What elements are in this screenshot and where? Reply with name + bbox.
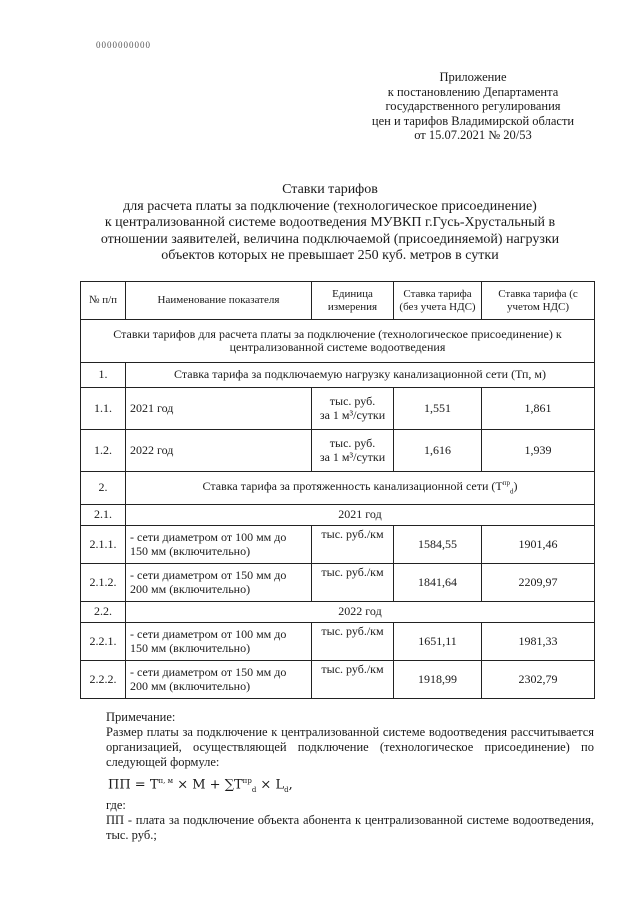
title-line: для расчета платы за подключение (технологическое присоединение) [123,198,537,214]
table-row [81,388,595,430]
row-unit: тыс. руб./км [312,526,394,564]
group-label-text: Ставка тарифа за протяженность канализационной сети (Т [202,479,503,494]
row-num: 1. [81,363,126,388]
table-row [81,602,595,623]
rate-no-vat: 1,616 [394,430,482,472]
year-label: 2021 год [126,505,595,526]
rate-no-vat: 1584,55 [394,526,482,564]
rate-with-vat: 1,861 [482,388,595,430]
document-title [70,182,590,265]
table-row [81,623,595,661]
year-label: 2022 год [126,602,595,623]
table-row [81,472,595,505]
table-row [81,363,595,388]
appendix-date-line: от 15.07.2021 № 20/53 [414,128,532,142]
scan-stamp: 0000000000 [96,40,151,50]
symbol-superscript: пр [502,479,510,488]
title-line: отношении заявителей, величина подключаемой (присоединяемой) нагрузки [100,231,560,247]
row-name: 2022 год [126,430,312,472]
row-group-label [126,472,595,505]
title-line: объектов которых не превышает 250 куб. метров в сутки [161,248,499,263]
symbol-subscript: d [509,487,514,496]
row-group-label: Ставка тарифа за подключаемую нагрузку канализационной сети (Тп, м) [126,363,595,388]
rate-with-vat: 2302,79 [482,661,595,699]
note-title: Примечание: [106,710,176,724]
table-row [81,564,595,602]
rate-with-vat: 1,939 [482,430,595,472]
unit-line: за 1 м³/сутки [319,407,386,422]
row-num: 2.2.2. [81,661,126,699]
row-name: - сети диаметром от 100 мм до 150 мм (включительно) [126,526,312,564]
note-block [80,710,594,843]
col-header-unit: Единица измерения [312,282,394,320]
note-text: Размер платы за подключение к централизованной системе водоотведения рассчитывается организацией, осуществляющей подключение (технологическое присоединение) по следующей формуле: [106,725,594,769]
row-num: 2.2.1. [81,623,126,661]
rate-no-vat: 1651,11 [394,623,482,661]
section-title: Ставки тарифов для расчета платы за подключение (технологическое присоединение) к централизованной системе водоотведения [81,320,595,363]
tariff-table [80,281,595,699]
rate-no-vat: 1,551 [394,388,482,430]
table-header-row [81,282,595,320]
formula-sub: d [251,785,257,794]
table-row [81,661,595,699]
row-unit: тыс. руб./км [312,623,394,661]
appendix-line: к постановлению Департамента [387,84,559,99]
row-name: - сети диаметром от 100 мм до 150 мм (включительно) [126,623,312,661]
appendix-line: государственного регулирования [385,99,561,113]
row-num: 2.1.1. [81,526,126,564]
rate-no-vat: 1918,99 [394,661,482,699]
row-num: 2. [81,472,126,505]
col-header-with-vat: Ставка тарифа (с учетом НДС) [482,282,595,320]
row-num: 2.1. [81,505,126,526]
row-name: 2021 год [126,388,312,430]
appendix-line: цен и тарифов Владимирской области [371,113,575,128]
col-header-no-vat: Ставка тарифа (без учета НДС) [394,282,482,320]
col-header-num: № п/п [81,282,126,320]
formula-sup: пр [242,777,252,785]
appendix-line: Приложение [439,70,507,84]
formula-sup: п, м [158,777,174,785]
row-unit [312,430,394,472]
row-unit [312,388,394,430]
col-header-name: Наименование показателя [126,282,312,320]
rate-with-vat: 1981,33 [482,623,595,661]
title-line: к централизованной системе водоотведения МУВКП г.Гусь-Хрустальный в [104,215,556,230]
group-label-end: ) [513,479,518,494]
formula-mid: × М + ∑Т [173,777,243,793]
section-row [81,320,595,363]
unit-line: за 1 м³/сутки [319,449,386,464]
note-definition: ПП - плата за подключение объекта абонента к централизованной системе водоотведения, тыс. руб.; [106,813,594,842]
row-unit: тыс. руб./км [312,564,394,602]
table-row [81,505,595,526]
row-name: - сети диаметром от 150 мм до 200 мм (включительно) [126,661,312,699]
row-name: - сети диаметром от 150 мм до 200 мм (включительно) [126,564,312,602]
row-num: 2.1.2. [81,564,126,602]
table-row [81,430,595,472]
fee-formula [80,774,594,796]
formula-tail: , [288,777,293,793]
note-where: где: [106,798,126,812]
formula-lhs: ПП = Т [108,777,159,793]
rate-with-vat: 1901,46 [482,526,595,564]
title-line: Ставки тарифов [282,182,378,197]
unit-line: тыс. руб. [329,394,376,408]
formula-sub: d [284,785,289,794]
row-unit: тыс. руб./км [312,661,394,699]
rate-no-vat: 1841,64 [394,564,482,602]
row-num: 2.2. [81,602,126,623]
row-num: 1.2. [81,430,126,472]
formula-end: × L [256,777,285,793]
table-row [81,526,595,564]
row-num: 1.1. [81,388,126,430]
appendix-block [358,70,588,143]
unit-line: тыс. руб. [329,436,376,450]
rate-with-vat: 2209,97 [482,564,595,602]
